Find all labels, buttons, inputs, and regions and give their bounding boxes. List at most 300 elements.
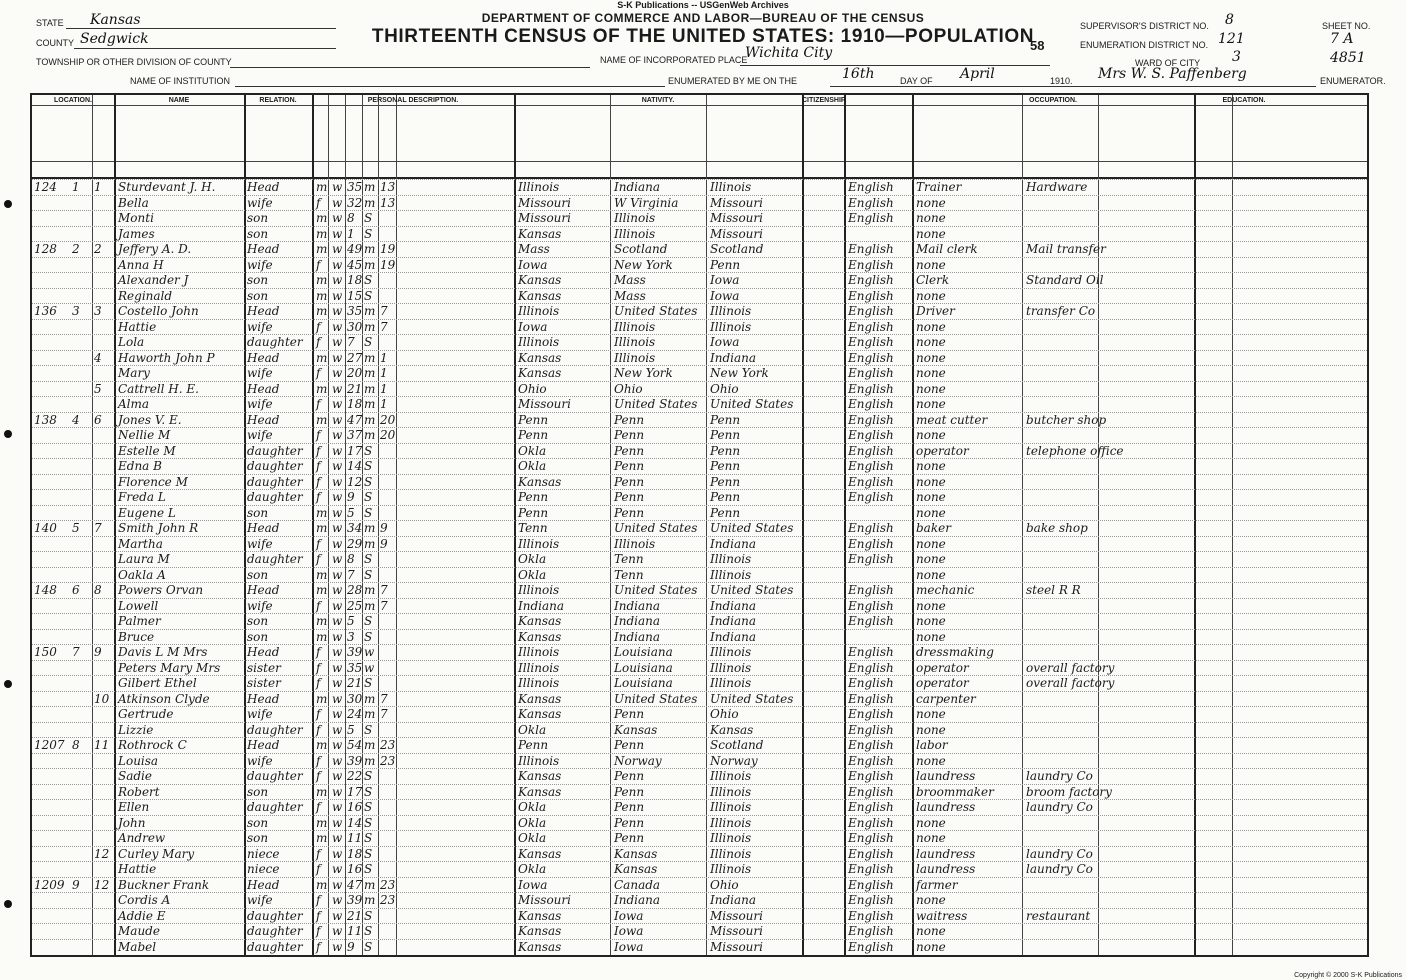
- cell-lang: English: [848, 939, 894, 954]
- cell-occ: none: [916, 195, 946, 210]
- cell-occ: none: [916, 490, 946, 504]
- cell-mother: Illinois: [710, 846, 752, 861]
- cell-name: Jones V. E.: [118, 412, 182, 427]
- cell-sex: m: [316, 877, 328, 892]
- cell-mar: S: [364, 831, 373, 845]
- cell-born: Missouri: [518, 211, 571, 225]
- table-row: [32, 179, 1367, 195]
- cell-mother: New York: [710, 366, 769, 380]
- cell-sex: m: [316, 242, 328, 256]
- cell-yrs: 7: [380, 319, 388, 334]
- cell-mother: United States: [710, 521, 794, 535]
- cell-race: w: [332, 645, 343, 659]
- cell-race: w: [332, 319, 343, 334]
- cell-age: 22: [347, 769, 363, 783]
- cell-born: Illinois: [518, 660, 560, 675]
- cell-rel: daughter: [247, 800, 303, 814]
- cell-ind: telephone office: [1026, 443, 1124, 458]
- cell-sex: f: [316, 459, 321, 473]
- cell-race: w: [332, 707, 343, 721]
- cell-father: United States: [614, 583, 698, 597]
- cell-born: Kansas: [518, 908, 562, 923]
- cell-mar: S: [364, 552, 373, 566]
- cell-mother: Missouri: [710, 908, 763, 923]
- cell-father: Illinois: [614, 350, 656, 365]
- cell-father: Louisiana: [614, 660, 673, 675]
- cell-dwell: 9: [72, 877, 80, 892]
- cell-occ: none: [916, 831, 946, 845]
- cell-mother: Penn: [710, 257, 741, 272]
- cell-born: Iowa: [518, 319, 548, 334]
- cell-rel: wife: [247, 366, 273, 380]
- cell-rel: son: [247, 226, 269, 241]
- cell-mother: Iowa: [710, 335, 740, 349]
- cell-age: 24: [347, 707, 363, 721]
- cell-name: Jeffery A. D.: [118, 242, 192, 256]
- table-row: [32, 350, 1367, 366]
- cell-mar: m: [364, 877, 376, 892]
- cell-lang: English: [848, 815, 894, 830]
- cell-age: 9: [347, 490, 355, 504]
- table-row: [32, 257, 1367, 273]
- cell-ind: Standard Oil: [1026, 273, 1104, 287]
- cell-father: Iowa: [614, 939, 644, 954]
- cell-father: Tenn: [614, 552, 644, 566]
- table-row: [32, 334, 1367, 350]
- cell-born: Ohio: [518, 381, 547, 396]
- cell-name: Anna H: [118, 257, 164, 272]
- cell-mar: S: [364, 211, 373, 225]
- cell-race: w: [332, 691, 343, 706]
- cell-occ: mechanic: [916, 583, 975, 597]
- cell-occ: none: [916, 319, 946, 334]
- cell-born: Kansas: [518, 707, 562, 721]
- cell-sex: m: [316, 505, 328, 520]
- table-row: [32, 210, 1367, 226]
- cell-ind: overall factory: [1026, 676, 1115, 690]
- cell-race: w: [332, 474, 343, 489]
- cell-occ: laundress: [916, 846, 976, 861]
- cell-born: Okla: [518, 862, 547, 876]
- cell-father: Penn: [614, 815, 645, 830]
- cell-house: 1209: [34, 877, 65, 892]
- cell-mar: m: [364, 707, 376, 721]
- cell-mother: Illinois: [710, 304, 752, 318]
- cell-yrs: 23: [380, 877, 396, 892]
- cell-rel: daughter: [247, 490, 303, 504]
- cell-lang: English: [848, 800, 894, 814]
- cell-rel: Head: [247, 521, 280, 535]
- cell-born: Illinois: [518, 304, 560, 318]
- cell-name: Powers Orvan: [118, 583, 204, 597]
- cell-occ: none: [916, 226, 946, 241]
- table-row: [32, 412, 1367, 428]
- cell-lang: English: [848, 893, 894, 907]
- cell-mother: United States: [710, 691, 794, 706]
- cell-age: 16: [347, 800, 363, 814]
- cell-rel: daughter: [247, 443, 303, 458]
- cell-father: Norway: [614, 753, 662, 768]
- cell-sex: f: [316, 769, 321, 783]
- cell-occ: none: [916, 924, 946, 938]
- cell-name: Lizzie: [118, 722, 154, 737]
- table-row: [32, 660, 1367, 676]
- cell-lang: English: [848, 319, 894, 334]
- cell-yrs: 1: [380, 381, 388, 396]
- cell-father: Indiana: [614, 893, 661, 907]
- cell-age: 35: [347, 180, 363, 194]
- cell-mar: S: [364, 939, 373, 954]
- cell-name: Palmer: [118, 614, 161, 628]
- cell-occ: Clerk: [916, 273, 950, 287]
- cell-sex: f: [316, 722, 321, 737]
- cell-mar: m: [364, 893, 376, 907]
- cell-father: Kansas: [614, 722, 658, 737]
- cell-lang: English: [848, 211, 894, 225]
- cell-father: United States: [614, 691, 698, 706]
- cell-rel: Head: [247, 412, 280, 427]
- cell-born: Kansas: [518, 350, 562, 365]
- cell-mother: Penn: [710, 505, 741, 520]
- table-row: [32, 365, 1367, 381]
- cell-lang: English: [848, 536, 894, 551]
- cell-age: 7: [347, 335, 355, 349]
- cell-mar: m: [364, 536, 376, 551]
- cell-name: Edna B: [118, 459, 162, 473]
- cell-lang: English: [848, 846, 894, 861]
- cell-rel: son: [247, 629, 269, 644]
- cell-lang: English: [848, 459, 894, 473]
- cell-name: Hattie: [118, 862, 157, 876]
- cell-mother: Illinois: [710, 769, 752, 783]
- publisher-line: S-K Publications -- USGenWeb Archives: [617, 0, 789, 10]
- cell-ind: laundry Co: [1026, 846, 1093, 861]
- table-row: [32, 877, 1367, 893]
- cell-age: 8: [347, 211, 355, 225]
- cell-name: Florence M: [118, 474, 188, 489]
- cell-age: 9: [347, 939, 355, 954]
- cell-mar: S: [364, 443, 373, 458]
- cell-born: Illinois: [518, 583, 560, 597]
- cell-mother: Missouri: [710, 195, 763, 210]
- table-row: [32, 613, 1367, 629]
- cell-dwell: 6: [72, 583, 80, 597]
- table-row: [32, 753, 1367, 769]
- cell-rel: daughter: [247, 335, 303, 349]
- binder-hole: [4, 430, 12, 438]
- cell-name: Reginald: [118, 288, 173, 303]
- cell-born: Kansas: [518, 846, 562, 861]
- cell-rel: son: [247, 831, 269, 845]
- cell-lang: English: [848, 552, 894, 566]
- cell-sex: f: [316, 800, 321, 814]
- state-label: STATE: [36, 18, 64, 28]
- cell-mar: m: [364, 738, 376, 752]
- cell-mother: Missouri: [710, 939, 763, 954]
- cell-ind: overall factory: [1026, 660, 1115, 675]
- cell-mother: Illinois: [710, 676, 752, 690]
- cell-yrs: 9: [380, 536, 388, 551]
- cell-race: w: [332, 304, 343, 318]
- cell-sex: f: [316, 645, 321, 659]
- cell-age: 35: [347, 304, 363, 318]
- cell-mar: S: [364, 505, 373, 520]
- cell-race: w: [332, 862, 343, 876]
- table-row: [32, 629, 1367, 645]
- cell-age: 17: [347, 784, 363, 799]
- cell-race: w: [332, 536, 343, 551]
- cell-rel: son: [247, 815, 269, 830]
- cell-name: Cattrell H. E.: [118, 381, 199, 396]
- cell-occ: none: [916, 288, 946, 303]
- cell-lang: English: [848, 335, 894, 349]
- table-row: [32, 458, 1367, 474]
- cell-race: w: [332, 614, 343, 628]
- cell-age: 20: [347, 366, 363, 380]
- cell-born: Penn: [518, 428, 549, 442]
- cell-ind: restaurant: [1026, 908, 1091, 923]
- cell-fam: 1: [94, 180, 102, 194]
- cell-sex: f: [316, 319, 321, 334]
- cell-born: Kansas: [518, 226, 562, 241]
- cell-born: Kansas: [518, 366, 562, 380]
- cell-father: Illinois: [614, 211, 656, 225]
- table-row: [32, 505, 1367, 521]
- department-line: DEPARTMENT OF COMMERCE AND LABOR—BUREAU OF THE CENSUS: [481, 11, 925, 25]
- cell-father: Kansas: [614, 862, 658, 876]
- cell-ind: transfer Co: [1026, 304, 1096, 318]
- cell-occ: none: [916, 335, 946, 349]
- cell-mother: Indiana: [710, 893, 757, 907]
- cell-sex: f: [316, 195, 321, 210]
- cell-age: 18: [347, 397, 363, 411]
- cell-mar: m: [364, 180, 376, 194]
- cell-occ: none: [916, 366, 946, 380]
- cell-father: Indiana: [614, 629, 661, 644]
- cell-name: Gilbert Ethel: [118, 676, 197, 690]
- cell-father: Iowa: [614, 908, 644, 923]
- cell-fam: 2: [94, 242, 102, 256]
- cell-race: w: [332, 195, 343, 210]
- cell-race: w: [332, 831, 343, 845]
- cell-born: Penn: [518, 505, 549, 520]
- cell-sex: m: [316, 304, 328, 318]
- cell-race: w: [332, 459, 343, 473]
- cell-sex: m: [316, 567, 328, 582]
- cell-age: 32: [347, 195, 363, 210]
- cell-age: 15: [347, 288, 363, 303]
- cell-rel: daughter: [247, 722, 303, 737]
- cell-race: w: [332, 366, 343, 380]
- cell-father: Indiana: [614, 598, 661, 613]
- supervisor-district: 8: [1225, 12, 1234, 28]
- cell-lang: English: [848, 397, 894, 411]
- cell-rel: daughter: [247, 924, 303, 938]
- cell-age: 21: [347, 908, 363, 923]
- cell-sex: f: [316, 676, 321, 690]
- cell-house: 138: [34, 412, 57, 427]
- cell-lang: English: [848, 614, 894, 628]
- cell-sex: m: [316, 831, 328, 845]
- cell-occ: carpenter: [916, 691, 976, 706]
- cell-father: Penn: [614, 443, 645, 458]
- cell-mar: m: [364, 428, 376, 442]
- cell-sex: f: [316, 707, 321, 721]
- cell-sex: f: [316, 846, 321, 861]
- cell-age: 34: [347, 521, 363, 535]
- cell-lang: English: [848, 490, 894, 504]
- cell-name: Davis L M Mrs: [118, 645, 208, 659]
- cell-sex: f: [316, 474, 321, 489]
- cell-dwell: 2: [72, 242, 80, 256]
- cell-mother: Illinois: [710, 831, 752, 845]
- cell-mar: m: [364, 366, 376, 380]
- cell-name: Sturdevant J. H.: [118, 180, 216, 194]
- enumeration-district: 121: [1218, 31, 1245, 47]
- cell-ind: laundry Co: [1026, 769, 1093, 783]
- cell-age: 21: [347, 676, 363, 690]
- cell-name: Curley Mary: [118, 846, 195, 861]
- place-label: NAME OF INCORPORATED PLACE: [600, 55, 748, 65]
- cell-rel: Head: [247, 350, 280, 365]
- cell-mother: Penn: [710, 428, 741, 442]
- cell-rel: wife: [247, 397, 273, 411]
- cell-age: 30: [347, 691, 363, 706]
- cell-race: w: [332, 924, 343, 938]
- cell-name: Alma: [118, 397, 150, 411]
- cell-father: Indiana: [614, 614, 661, 628]
- cell-name: Bella: [118, 195, 149, 210]
- cell-born: Missouri: [518, 195, 571, 210]
- cell-dwell: 4: [72, 412, 80, 427]
- cell-occ: laundress: [916, 769, 976, 783]
- cell-age: 35: [347, 660, 363, 675]
- cell-occ: Driver: [916, 304, 955, 318]
- cell-rel: wife: [247, 536, 273, 551]
- cell-father: Indiana: [614, 180, 661, 194]
- cell-occ: none: [916, 350, 946, 365]
- cell-born: Kansas: [518, 288, 562, 303]
- cell-race: w: [332, 490, 343, 504]
- cell-yrs: 7: [380, 304, 388, 318]
- table-row: [32, 846, 1367, 862]
- cell-mar: S: [364, 784, 373, 799]
- cell-mar: w: [364, 660, 375, 675]
- cell-born: Kansas: [518, 614, 562, 628]
- cell-mother: United States: [710, 583, 794, 597]
- cell-mar: S: [364, 614, 373, 628]
- cell-mar: S: [364, 769, 373, 783]
- cell-mar: m: [364, 521, 376, 535]
- group-citizenship: CITIZENSHIP.: [802, 97, 847, 104]
- cell-lang: English: [848, 366, 894, 380]
- cell-mar: S: [364, 459, 373, 473]
- cell-occ: none: [916, 567, 946, 582]
- cell-rel: Head: [247, 738, 280, 752]
- cell-age: 1: [347, 226, 355, 241]
- cell-occ: none: [916, 536, 946, 551]
- cell-dwell: 5: [72, 521, 80, 535]
- cell-race: w: [332, 815, 343, 830]
- group-occupation: OCCUPATION.: [1029, 97, 1077, 104]
- cell-age: 45: [347, 257, 363, 272]
- cell-name: Oakla A: [118, 567, 166, 582]
- group-personal: PERSONAL DESCRIPTION.: [367, 97, 459, 104]
- cell-born: Illinois: [518, 753, 560, 768]
- cell-race: w: [332, 443, 343, 458]
- cell-born: Kansas: [518, 691, 562, 706]
- cell-name: Louisa: [118, 753, 159, 768]
- cell-occ: none: [916, 629, 946, 644]
- cell-rel: son: [247, 211, 269, 225]
- cell-age: 21: [347, 381, 363, 396]
- cell-occ: labor: [916, 738, 948, 752]
- cell-age: 39: [347, 753, 363, 768]
- cell-lang: English: [848, 645, 894, 659]
- cell-rel: niece: [247, 862, 280, 876]
- binder-hole: [4, 900, 12, 908]
- cell-occ: none: [916, 459, 946, 473]
- cell-age: 11: [347, 831, 363, 845]
- cell-born: Kansas: [518, 273, 562, 287]
- cell-rel: wife: [247, 195, 273, 210]
- cell-ind: Mail transfer: [1026, 242, 1106, 256]
- cell-lang: English: [848, 195, 894, 210]
- cell-father: Louisiana: [614, 676, 673, 690]
- cell-father: United States: [614, 521, 698, 535]
- cell-race: w: [332, 676, 343, 690]
- cell-occ: none: [916, 211, 946, 225]
- cell-name: Gertrude: [118, 707, 174, 721]
- cell-age: 28: [347, 583, 363, 597]
- table-row: [32, 319, 1367, 335]
- cell-yrs: 19: [380, 257, 396, 272]
- cell-yrs: 7: [380, 583, 388, 597]
- enumerated-day: 16th: [842, 66, 875, 82]
- cell-mar: S: [364, 273, 373, 287]
- cell-fam: 3: [94, 304, 102, 318]
- cell-rel: Head: [247, 381, 280, 396]
- cell-name: Lola: [118, 335, 145, 349]
- township-label: TOWNSHIP OR OTHER DIVISION OF COUNTY: [36, 57, 232, 67]
- cell-rel: Head: [247, 645, 280, 659]
- cell-age: 49: [347, 242, 363, 256]
- cell-race: w: [332, 257, 343, 272]
- table-row: [32, 815, 1367, 831]
- cell-born: Illinois: [518, 536, 560, 551]
- table-row: [32, 427, 1367, 443]
- cell-mar: S: [364, 567, 373, 582]
- cell-sex: m: [316, 784, 328, 799]
- table-row: [32, 892, 1367, 908]
- cell-born: Okla: [518, 815, 547, 830]
- cell-mother: Illinois: [710, 552, 752, 566]
- cell-born: Illinois: [518, 676, 560, 690]
- cell-father: Penn: [614, 412, 645, 427]
- cell-race: w: [332, 800, 343, 814]
- cell-fam: 12: [94, 846, 110, 861]
- cell-occ: none: [916, 939, 946, 954]
- cell-lang: English: [848, 660, 894, 675]
- cell-lang: English: [848, 273, 894, 287]
- cell-ind: bake shop: [1026, 521, 1088, 535]
- cell-occ: none: [916, 428, 946, 442]
- cell-born: Okla: [518, 443, 547, 458]
- cell-age: 27: [347, 350, 363, 365]
- cell-mar: S: [364, 908, 373, 923]
- cell-name: Robert: [118, 784, 160, 799]
- cell-born: Illinois: [518, 335, 560, 349]
